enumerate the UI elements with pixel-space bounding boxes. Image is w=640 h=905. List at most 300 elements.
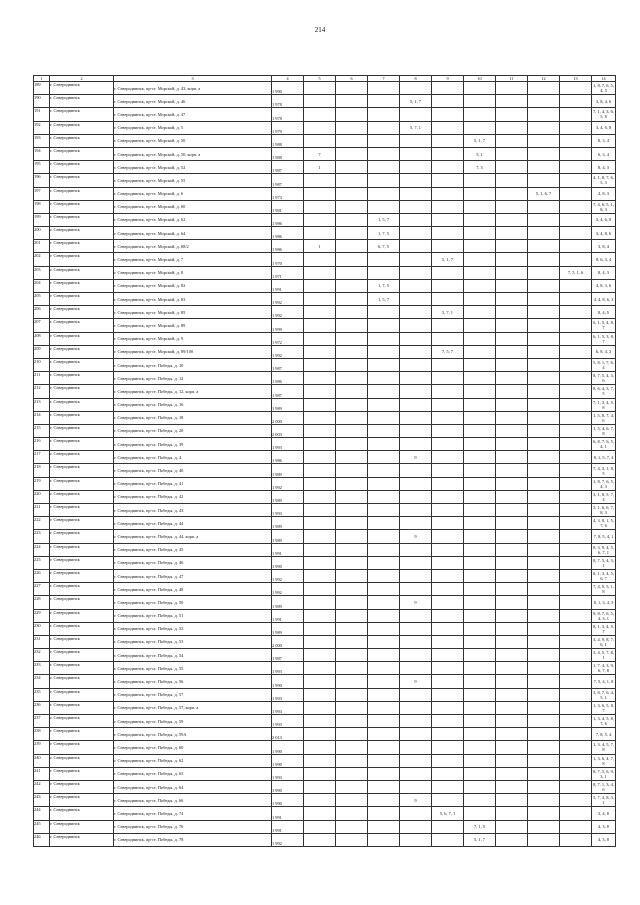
col5-cell <box>304 345 336 358</box>
col11-cell <box>496 464 528 477</box>
col14-cell: 3, 4, 8, 6 <box>592 227 616 240</box>
col12-cell <box>528 820 560 833</box>
col14-cell: 4, 8, 3 <box>592 187 616 200</box>
col10-cell <box>464 543 496 556</box>
address-cell: г. Северодвинск, пр-ст. Победы, д. 20 <box>114 424 272 437</box>
col7-cell <box>368 543 400 556</box>
col10-cell <box>464 187 496 200</box>
row-number-cell: 189 <box>34 82 50 95</box>
col7-cell <box>368 833 400 846</box>
col11-cell <box>496 358 528 371</box>
col10-cell <box>464 293 496 306</box>
col13-cell <box>560 213 592 226</box>
col11-cell <box>496 411 528 424</box>
col10-cell <box>464 688 496 701</box>
col11-cell <box>496 306 528 319</box>
col8-cell <box>400 174 432 187</box>
col8-cell <box>400 728 432 741</box>
col12-cell <box>528 213 560 226</box>
col14-cell: 7, 4, 3, 1, 8, 5 <box>593 465 614 476</box>
col14-cell: 8, 7, 5, 4, 3, 6 <box>593 373 614 384</box>
col10-cell <box>464 490 496 503</box>
col14-cell: 7, 8, 5, 4, 1 <box>592 530 616 543</box>
col5-cell <box>304 635 336 648</box>
col10-cell <box>464 609 496 622</box>
col5-cell <box>304 767 336 780</box>
col14-cell: 8, 3, 9, 4, 5, 6, 7, 1 <box>593 544 614 555</box>
table-row <box>34 424 616 437</box>
col11-cell <box>496 728 528 741</box>
col11-cell <box>496 767 528 780</box>
table-row <box>34 556 616 569</box>
settlement-cell: г. Северодвинск <box>50 187 114 200</box>
col11-cell <box>496 187 528 200</box>
col13-cell <box>560 794 592 807</box>
col7-cell <box>368 174 400 187</box>
col10-cell: 7, 1, 5 <box>464 820 496 833</box>
address-cell: г. Северодвинск, пр-ст. Морской, д. 55 <box>114 174 272 187</box>
col6-cell <box>336 266 368 279</box>
address-cell: г. Северодвинск, пр-ст. Морской, д. 52 <box>114 161 272 174</box>
address-cell: г. Северодвинск, пр-ст. Морской, д. 50 <box>114 134 272 147</box>
address-cell: г. Северодвинск, пр-ст. Морской, д. 6 <box>114 187 272 200</box>
col11-cell <box>496 635 528 648</box>
col8-cell <box>400 385 432 398</box>
column-header: 3 <box>114 76 272 82</box>
address-cell: г. Северодвинск, пр-ст. Морской, д. 5 <box>114 121 272 134</box>
year-cell: 1 972 <box>272 332 304 345</box>
year-cell: 2 013 <box>272 728 304 741</box>
col8-cell <box>400 147 432 160</box>
col11-cell <box>496 477 528 490</box>
col5-cell <box>304 227 336 240</box>
year-cell: 1 990 <box>272 741 304 754</box>
col7-cell <box>368 583 400 596</box>
col10-cell <box>464 504 496 517</box>
col9-cell <box>432 675 464 688</box>
col11-cell <box>496 266 528 279</box>
settlement-cell: г. Северодвинск <box>50 556 114 569</box>
table-row <box>34 767 616 780</box>
year-cell: 1 993 <box>272 688 304 701</box>
col14-cell: 7, 1, 3, 4, 5, 8 <box>593 399 614 410</box>
col14-cell: 1, 7, 4, 3, 9, 6, 7, 8 <box>593 663 614 674</box>
row-number-cell: 198 <box>34 200 50 213</box>
table-row <box>34 240 616 253</box>
col5-cell <box>304 662 336 675</box>
col5-cell <box>304 833 336 846</box>
col9-cell <box>432 715 464 728</box>
col8-cell <box>400 134 432 147</box>
col8-cell <box>400 424 432 437</box>
col12-cell <box>528 82 560 95</box>
col6-cell <box>336 464 368 477</box>
col7-cell: 1, 7, 5 <box>368 279 400 292</box>
col14-cell: 3, 4, 6, 8 <box>592 121 616 134</box>
col7-cell <box>368 134 400 147</box>
table-row <box>34 530 616 543</box>
col14-cell: 7, 1, 4, 3, 6, 5, 8 <box>593 109 614 120</box>
col7-cell <box>368 662 400 675</box>
column-header: 11 <box>496 76 528 82</box>
address-cell: г. Северодвинск, пр-ст. Победы, д. 41 <box>114 477 272 490</box>
col6-cell <box>336 332 368 345</box>
year-cell: 1 986 <box>272 213 304 226</box>
address-cell: г. Северодвинск, пр-ст. Морской, д. 89/100 <box>114 345 272 358</box>
col6-cell <box>336 345 368 358</box>
col14-cell: 3, 1, 8, 5, 7, 4 <box>593 491 614 502</box>
col11-cell <box>496 833 528 846</box>
row-number-cell: 245 <box>34 820 50 833</box>
col7-cell <box>368 451 400 464</box>
col5-cell <box>304 319 336 332</box>
col13-cell <box>560 200 592 213</box>
table-row <box>34 147 616 160</box>
col7-cell <box>368 108 400 121</box>
col12-cell <box>528 438 560 451</box>
col8-cell <box>400 266 432 279</box>
col13-cell <box>560 358 592 371</box>
col6-cell <box>336 780 368 793</box>
address-cell: г. Северодвинск, пр-ст. Победы, д. 57, корп. а <box>114 701 272 714</box>
col6-cell <box>336 187 368 200</box>
table-row <box>34 121 616 134</box>
settlement-cell: г. Северодвинск <box>50 609 114 622</box>
col8-cell: 5, 7, 1 <box>400 121 432 134</box>
table-row <box>34 728 616 741</box>
col5-cell <box>304 411 336 424</box>
col12-cell <box>528 293 560 306</box>
address-cell: г. Северодвинск, пр-ст. Морской, д. 68/2 <box>114 240 272 253</box>
row-number-cell: 234 <box>34 675 50 688</box>
col13-cell <box>560 728 592 741</box>
settlement-cell: г. Северодвинск <box>50 372 114 385</box>
col7-cell <box>368 701 400 714</box>
row-number-cell: 203 <box>34 266 50 279</box>
col6-cell <box>336 794 368 807</box>
settlement-cell: г. Северодвинск <box>50 358 114 371</box>
col10-cell <box>464 82 496 95</box>
col13-cell <box>560 517 592 530</box>
col10-cell <box>464 662 496 675</box>
year-cell: 1 986 <box>272 451 304 464</box>
col13-cell <box>560 701 592 714</box>
table-row <box>34 372 616 385</box>
table-row <box>34 279 616 292</box>
settlement-cell: г. Северодвинск <box>50 701 114 714</box>
year-cell: 1 987 <box>272 649 304 662</box>
year-cell: 1 993 <box>272 662 304 675</box>
col8-cell <box>400 715 432 728</box>
settlement-cell: г. Северодвинск <box>50 200 114 213</box>
settlement-cell: г. Северодвинск <box>50 583 114 596</box>
col12-cell <box>528 688 560 701</box>
row-number-cell: 220 <box>34 490 50 503</box>
col11-cell <box>496 609 528 622</box>
row-number-cell: 216 <box>34 438 50 451</box>
col11-cell <box>496 108 528 121</box>
table-row <box>34 319 616 332</box>
row-number-cell: 207 <box>34 319 50 332</box>
col6-cell <box>336 820 368 833</box>
col5-cell <box>304 424 336 437</box>
col14-cell: 7, 4, 6, 5, 1, 8, 3 <box>593 201 614 212</box>
col7-cell <box>368 358 400 371</box>
col5-cell <box>304 728 336 741</box>
table-row <box>34 200 616 213</box>
table-row <box>34 715 616 728</box>
col12-cell <box>528 121 560 134</box>
col5-cell <box>304 675 336 688</box>
year-cell: 2 000 <box>272 635 304 648</box>
col5-cell <box>304 398 336 411</box>
address-cell: г. Северодвинск, пр-ст. Победы, д. 16 <box>114 398 272 411</box>
col5-cell <box>304 688 336 701</box>
col14-cell: 6, 1, 5, 4, 8, 7 <box>593 320 614 331</box>
address-cell: г. Северодвинск, пр-ст. Победы, д. 76 <box>114 820 272 833</box>
col12-cell <box>528 701 560 714</box>
col8-cell <box>400 438 432 451</box>
col8-cell <box>400 279 432 292</box>
table-row <box>34 438 616 451</box>
col6-cell <box>336 174 368 187</box>
col11-cell <box>496 715 528 728</box>
address-cell: г. Северодвинск, пр-ст. Морской, д. 9 <box>114 332 272 345</box>
col12-cell <box>528 530 560 543</box>
address-cell: г. Северодвинск, пр-ст. Победы, д. 42 <box>114 490 272 503</box>
table-row <box>34 807 616 820</box>
col13-cell <box>560 583 592 596</box>
col5-cell <box>304 556 336 569</box>
col14-cell: 8, 1, 3, 4, 5 <box>592 596 616 609</box>
settlement-cell: г. Северодвинск <box>50 253 114 266</box>
col14-cell: 8, 7, 5, 4, 3, 1 <box>593 557 614 568</box>
col12-cell <box>528 794 560 807</box>
col5-cell: 7 <box>304 147 336 160</box>
col8-cell <box>400 161 432 174</box>
col13-cell <box>560 227 592 240</box>
year-cell: 1 990 <box>272 780 304 793</box>
col11-cell <box>496 345 528 358</box>
year-cell: 1 993 <box>272 504 304 517</box>
settlement-cell: г. Северодвинск <box>50 213 114 226</box>
col9-cell <box>432 701 464 714</box>
col9-cell <box>432 490 464 503</box>
col13-cell <box>560 319 592 332</box>
address-cell: г. Северодвинск, пр-ст. Победы, д. 59 <box>114 715 272 728</box>
settlement-cell: г. Северодвинск <box>50 108 114 121</box>
col10-cell <box>464 741 496 754</box>
col7-cell <box>368 609 400 622</box>
year-cell: 1 993 <box>272 715 304 728</box>
year-cell: 1 989 <box>272 464 304 477</box>
col6-cell <box>336 319 368 332</box>
col13-cell <box>560 253 592 266</box>
col13-cell <box>560 504 592 517</box>
col12-cell <box>528 279 560 292</box>
col11-cell <box>496 134 528 147</box>
row-number-cell: 229 <box>34 609 50 622</box>
year-cell: 1 973 <box>272 187 304 200</box>
col6-cell <box>336 279 368 292</box>
col13-cell <box>560 306 592 319</box>
column-header: 13 <box>560 76 592 82</box>
col7-cell <box>368 266 400 279</box>
row-number-cell: 215 <box>34 424 50 437</box>
address-cell: г. Северодвинск, пр-ст. Победы, д. 78 <box>114 833 272 846</box>
col13-cell <box>560 240 592 253</box>
col6-cell <box>336 741 368 754</box>
col7-cell <box>368 780 400 793</box>
col11-cell <box>496 385 528 398</box>
table-row <box>34 820 616 833</box>
col9-cell <box>432 477 464 490</box>
col14-cell: 8, 1, 3, 4, 5, 6, 7 <box>593 571 614 582</box>
col7-cell <box>368 82 400 95</box>
col9-cell <box>432 622 464 635</box>
col12-cell <box>528 754 560 767</box>
col7-cell <box>368 438 400 451</box>
col8-cell: 5, 1, 7 <box>400 95 432 108</box>
col12-cell <box>528 134 560 147</box>
col8-cell: 9 <box>400 451 432 464</box>
table-row <box>34 227 616 240</box>
col11-cell <box>496 794 528 807</box>
col9-cell <box>432 754 464 767</box>
col14-cell: 3, 8, 4, 6 <box>592 95 616 108</box>
col13-cell <box>560 596 592 609</box>
col14-cell: 8, 1, 3, 4, 5, 7 <box>593 623 614 634</box>
address-cell: г. Северодвинск, пр-ст. Победы, д. 63 <box>114 767 272 780</box>
settlement-cell: г. Северодвинск <box>50 622 114 635</box>
table-row <box>34 451 616 464</box>
col12-cell <box>528 556 560 569</box>
col14-cell: 8, 1, 5, 7, 4 <box>592 451 616 464</box>
settlement-cell: г. Северодвинск <box>50 715 114 728</box>
col13-cell <box>560 174 592 187</box>
col8-cell <box>400 556 432 569</box>
col13-cell <box>560 279 592 292</box>
year-cell: 1 999 <box>272 319 304 332</box>
col6-cell <box>336 424 368 437</box>
col11-cell <box>496 438 528 451</box>
col8-cell <box>400 517 432 530</box>
col13-cell <box>560 490 592 503</box>
col8-cell <box>400 108 432 121</box>
col11-cell <box>496 556 528 569</box>
settlement-cell: г. Северодвинск <box>50 569 114 582</box>
col10-cell <box>464 794 496 807</box>
settlement-cell: г. Северодвинск <box>50 121 114 134</box>
col13-cell <box>560 438 592 451</box>
col11-cell <box>496 596 528 609</box>
col8-cell <box>400 504 432 517</box>
address-cell: г. Северодвинск, пр-ст. Победы, д. 44, корп. а <box>114 530 272 543</box>
address-cell: г. Северодвинск, пр-ст. Морской, д. 43, корп. а <box>114 82 272 95</box>
col6-cell <box>336 306 368 319</box>
col12-cell <box>528 569 560 582</box>
col7-cell <box>368 253 400 266</box>
col12-cell <box>528 200 560 213</box>
col7-cell <box>368 490 400 503</box>
col14-cell: 1, 8, 7, 6, 5, 4, 3 <box>593 478 614 489</box>
col5-cell <box>304 754 336 767</box>
settlement-cell: г. Северодвинск <box>50 398 114 411</box>
col10-cell <box>464 675 496 688</box>
table-row <box>34 306 616 319</box>
col10-cell <box>464 372 496 385</box>
row-number-cell: 197 <box>34 187 50 200</box>
col9-cell <box>432 82 464 95</box>
col10-cell: 5, 1, 7 <box>464 833 496 846</box>
row-number-cell: 210 <box>34 358 50 371</box>
col7-cell <box>368 767 400 780</box>
col14-cell: 8, 7, 5, 6, 9, 3, 1 <box>593 768 614 779</box>
col13-cell <box>560 635 592 648</box>
col8-cell <box>400 227 432 240</box>
address-cell: г. Северодвинск, пр-ст. Победы, д. 54 <box>114 649 272 662</box>
column-header: 9 <box>432 76 464 82</box>
row-number-cell: 221 <box>34 504 50 517</box>
year-cell: 1 987 <box>272 161 304 174</box>
col14-cell: 5, 7, 4, 8, 3, 1 <box>593 795 614 806</box>
year-cell: 1 990 <box>272 675 304 688</box>
table-row <box>34 741 616 754</box>
year-cell: 1 992 <box>272 583 304 596</box>
row-number-cell: 218 <box>34 464 50 477</box>
address-cell: г. Северодвинск, пр-ст. Победы, д. 48 <box>114 583 272 596</box>
col5-cell <box>304 794 336 807</box>
col6-cell <box>336 675 368 688</box>
col11-cell <box>496 253 528 266</box>
col9-cell <box>432 108 464 121</box>
col10-cell <box>464 728 496 741</box>
year-cell: 1 993 <box>272 767 304 780</box>
col5-cell <box>304 253 336 266</box>
col8-cell <box>400 187 432 200</box>
col10-cell <box>464 345 496 358</box>
col11-cell <box>496 161 528 174</box>
col11-cell <box>496 662 528 675</box>
col9-cell <box>432 134 464 147</box>
col11-cell <box>496 543 528 556</box>
col12-cell <box>528 161 560 174</box>
address-cell: г. Северодвинск, пр-ст. Победы, д. 44 <box>114 517 272 530</box>
settlement-cell: г. Северодвинск <box>50 424 114 437</box>
col7-cell <box>368 728 400 741</box>
table-row <box>34 253 616 266</box>
col7-cell <box>368 794 400 807</box>
row-number-cell: 243 <box>34 794 50 807</box>
table-row <box>34 477 616 490</box>
col7-cell <box>368 530 400 543</box>
column-header: 6 <box>336 76 368 82</box>
col5-cell <box>304 372 336 385</box>
year-cell: 1 991 <box>272 543 304 556</box>
col8-cell <box>400 345 432 358</box>
col9-cell <box>432 530 464 543</box>
address-cell: г. Северодвинск, пр-ст. Победы, д. 55 <box>114 662 272 675</box>
table-row <box>34 635 616 648</box>
col8-cell <box>400 622 432 635</box>
col10-cell: 5, 1, 7 <box>464 134 496 147</box>
column-header: 8 <box>400 76 432 82</box>
col6-cell <box>336 121 368 134</box>
column-header: 4 <box>272 76 304 82</box>
year-cell: 1 991 <box>272 609 304 622</box>
address-cell: г. Северодвинск, пр-ст. Победы, д. 4 <box>114 451 272 464</box>
table-row <box>34 293 616 306</box>
